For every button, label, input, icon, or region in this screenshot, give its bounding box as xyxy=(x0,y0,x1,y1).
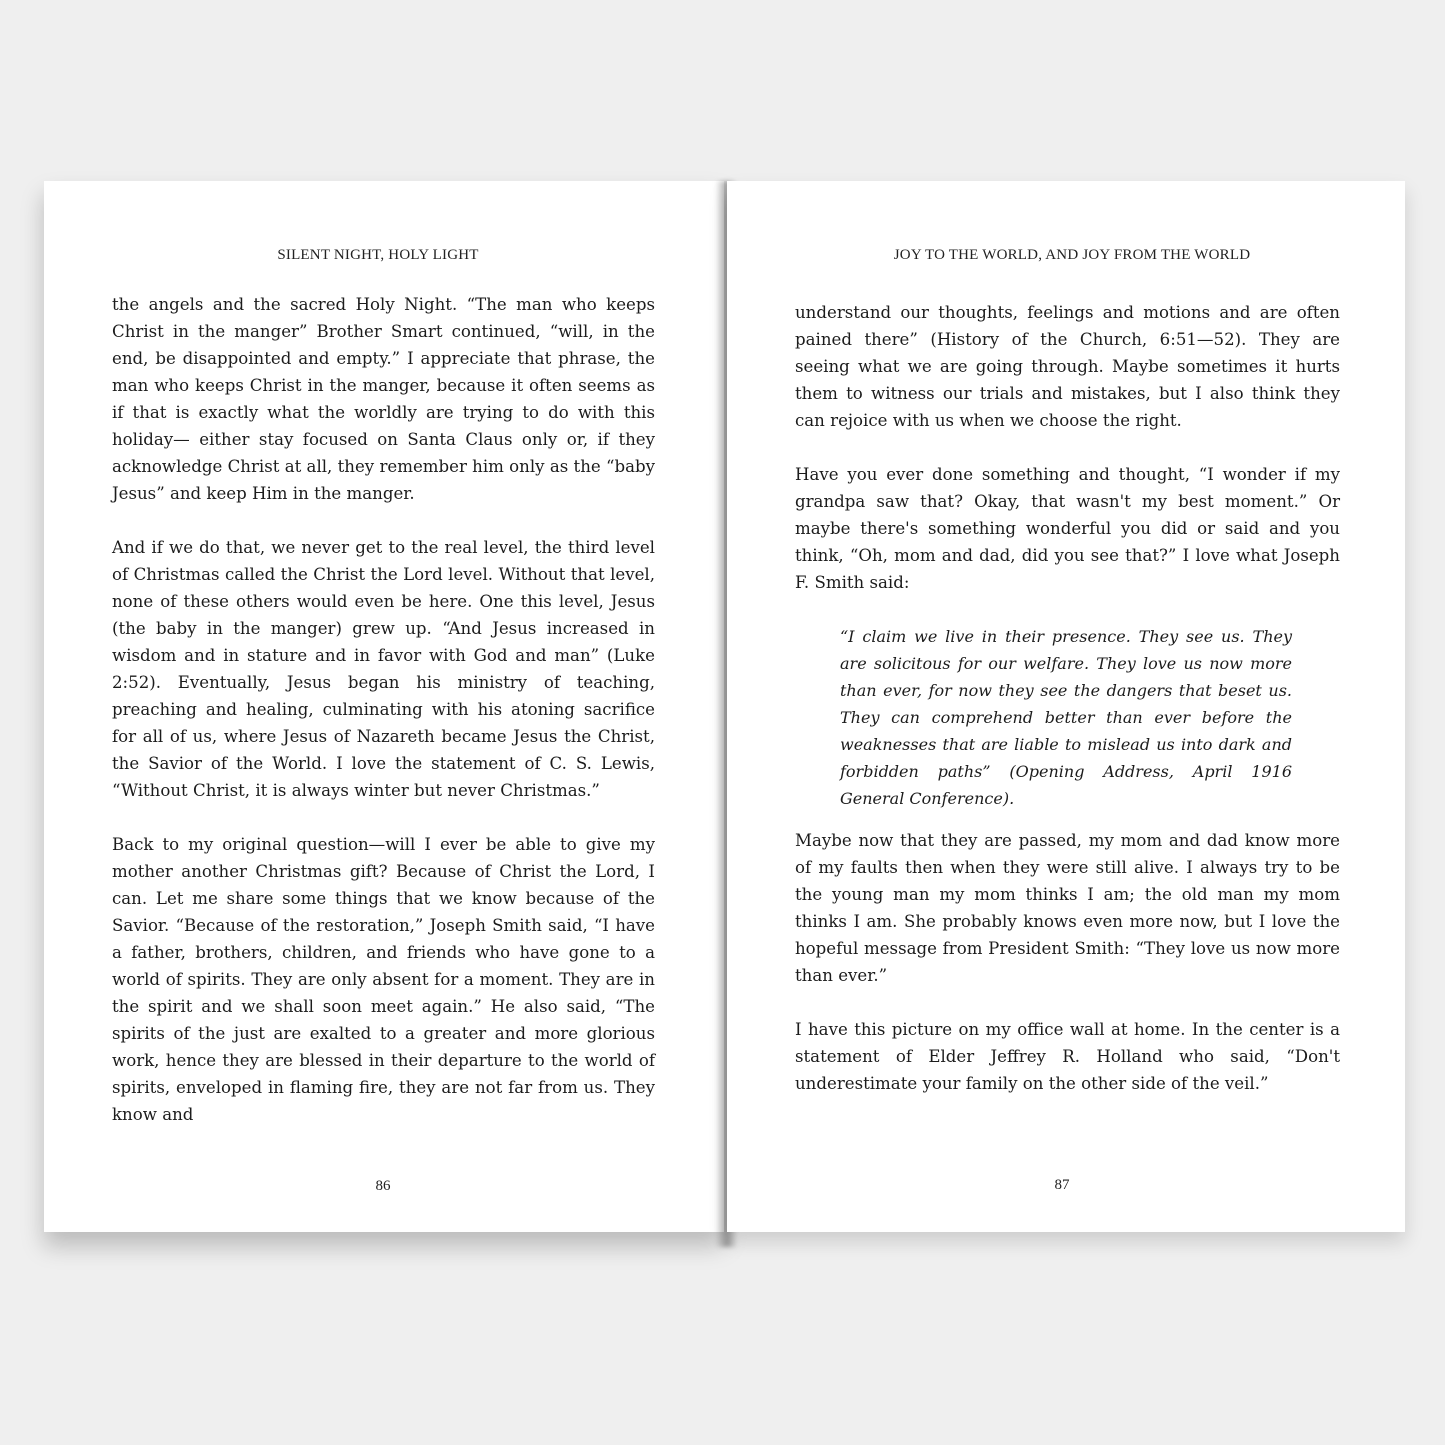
right-page xyxy=(727,181,1405,1232)
right-paragraph-4: I have this picture on my office wall at home. In the center is a statement of Elder Jeffrey R. Holland who said, “Don't underestimate your family on the other side of the veil.” xyxy=(795,1020,1340,1093)
left-page-body xyxy=(112,291,655,1128)
book-spread xyxy=(44,181,1405,1232)
right-page-body xyxy=(795,299,1340,1097)
right-paragraph-2: Have you ever done something and thought, “I wonder if my grandpa saw that? Okay, that wasn't my best moment.” Or maybe there's something wonderful you did or said and you think, “Oh, mom and dad, did you see that?” I love what Joseph F. Smith said: xyxy=(795,465,1340,592)
running-head-right: JOY TO THE WORLD, AND JOY FROM THE WORLD xyxy=(893,247,1251,263)
left-page xyxy=(44,181,724,1232)
left-paragraph-1: the angels and the sacred Holy Night. “The man who keeps Christ in the manger” Brother Smart continued, “will, in the end, be disappointed and empty.” I appreciate that phrase, the man who keeps Christ in the manger, because it often seems as if that is exactly what the worldly are trying to do with this holiday— either stay focused on Santa Claus only or, if they acknowledge Christ at all, they remember him only as the “baby Jesus” and keep Him in the manger. xyxy=(112,295,655,503)
page-number-right: 87 xyxy=(1054,1177,1070,1193)
left-paragraph-3: Back to my original question—will I ever be able to give my mother another Christmas gift? Because of Christ the Lord, I can. Let me share some things that we know because of the Savior. “Because of the restoration,” Joseph Smith said, “I have a father, brothers, children, and friends who have gone to a world of spirits. They are only absent for a moment. They are in the spirit and we shall soon meet again.” He also said, “The spirits of the just are exalted to a greater and more glorious work, hence they are blessed in their departure to the world of spirits, enveloped in flaming fire, they are not far from us. They know and xyxy=(112,835,655,1124)
page-number-left: 86 xyxy=(375,1178,391,1194)
running-head-left: SILENT NIGHT, HOLY LIGHT xyxy=(277,247,479,263)
right-paragraph-3: Maybe now that they are passed, my mom and dad know more of my faults then when they were still alive. I always try to be the young man my mom thinks I am; the old man my mom thinks I am. She probably knows even more now, but I love the hopeful message from President Smith: “They love us now more than ever.” xyxy=(795,831,1340,985)
block-quote: “I claim we live in their presence. They see us. They are solicitous for our welfare. They love us now more than ever, for now they see the dangers that beset us. They can comprehend better than ever before the weaknesses that are liable to mislead us into dark and forbidden paths” (Opening Address, April 1916 General Conference). xyxy=(840,627,1292,808)
right-paragraph-1: understand our thoughts, feelings and motions and are often pained there” (History of the Church, 6:51—52). They are seeing what we are going through. Maybe sometimes it hurts them to witness our trials and mistakes, but I also think they can rejoice with us when we choose the right. xyxy=(795,303,1340,430)
left-paragraph-2: And if we do that, we never get to the real level, the third level of Christmas called the Christ the Lord level. Without that level, none of these others would even be here. One this level, Jesus (the baby in the manger) grew up. “And Jesus increased in wisdom and in stature and in favor with God and man” (Luke 2:52). Eventually, Jesus began his ministry of teaching, preaching and healing, culminating with his atoning sacrifice for all of us, where Jesus of Nazareth became Jesus the Christ, the Savior of the World. I love the statement of C. S. Lewis, “Without Christ, it is always winter but never Christmas.” xyxy=(112,538,655,800)
